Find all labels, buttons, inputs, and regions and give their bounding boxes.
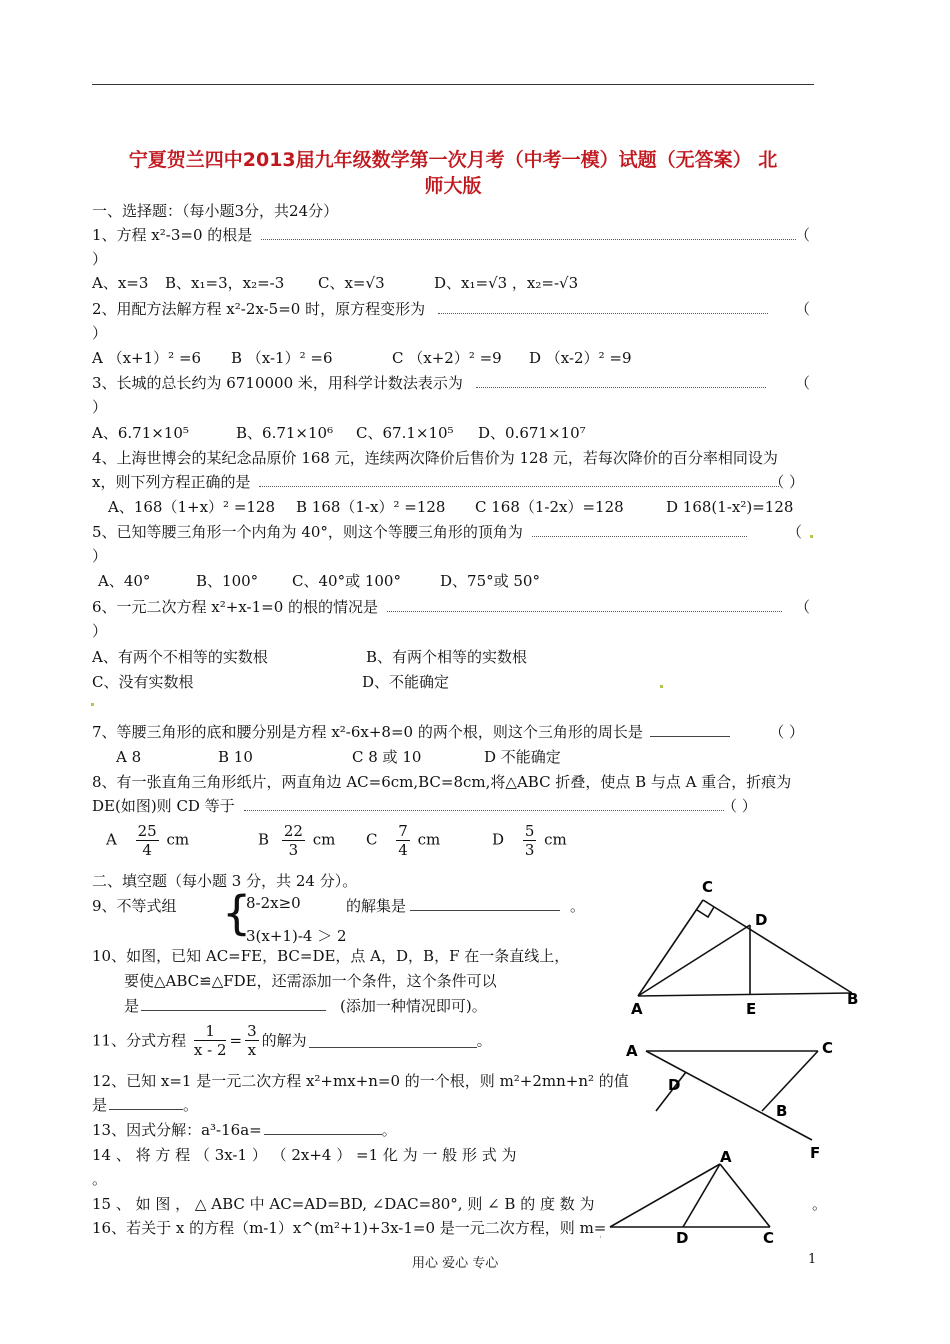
question-1 (92, 225, 810, 245)
q8-paren: （ ） (722, 797, 757, 815)
q8-d-fraction: $\frac{5}{3}$ (524, 822, 535, 859)
q15-end: 。 (812, 1195, 828, 1213)
q1-stem: 1、方程 x²-3=0 的根是 (92, 226, 253, 244)
q8-b-fraction: $\frac{22}{3}$ (283, 822, 303, 859)
question-8 (92, 796, 810, 816)
q9-stem: 9、不等式组 (92, 897, 177, 915)
q3-option-a[interactable]: A、6.71×10⁵ (92, 424, 189, 442)
section-choice-heading: 一、选择题：（每小题3分，共24分） (92, 202, 339, 220)
q10-answer-blank[interactable] (141, 996, 326, 1011)
q3-option-d[interactable]: D、0.671×10⁷ (478, 424, 586, 442)
question-11: 11、分式方程 $\frac{1}{x - 2}$ = $\frac{3}{x}$ 的解为 。 (92, 1022, 492, 1059)
q2-paren-close: ） (92, 324, 108, 342)
q6-answer-blank[interactable] (387, 597, 782, 612)
segment-ad (683, 1164, 720, 1227)
q2-option-b[interactable]: B （x-1）² =6 (231, 349, 333, 367)
fig2-label-d: D (668, 1076, 681, 1094)
segment-ac (638, 900, 703, 996)
q4-line1: 4、上海世博会的某纪念品原价 168 元，连续两次降价后售价为 128 元，若每次降价的百分率相同设为 (92, 449, 778, 467)
figure-q15-triangle (610, 1164, 770, 1227)
q4-line2: x，则下列方程正确的是 (92, 473, 251, 491)
q2-answer-blank[interactable] (438, 299, 768, 314)
page-title-line2: 师大版 (424, 175, 482, 197)
q6-option-b[interactable]: B、有两个相等的实数根 (366, 648, 528, 666)
q12-line2: 是 。 (92, 1096, 199, 1114)
segment-af (646, 1051, 812, 1140)
q8-answer-blank[interactable] (244, 796, 724, 811)
q9-brace: { (222, 886, 252, 940)
section-fill-heading: 二、填空题（每小题 3 分，共 24 分）。 (92, 872, 358, 890)
q3-option-c[interactable]: C、67.1×10⁵ (356, 424, 454, 442)
q6-paren-open: （ (794, 598, 810, 616)
question-4 (92, 472, 810, 492)
q6-paren-close: ） (92, 622, 108, 640)
fig3-label-d: D (676, 1229, 689, 1247)
q5-answer-blank[interactable] (532, 522, 747, 537)
q2-paren-open: （ (794, 300, 810, 318)
q16-stem: 16、若关于 x 的方程（m-1）x^(m²+1)+3x-1=0 是一元二次方程，则 m= (92, 1219, 607, 1237)
q2-option-c[interactable]: C （x+2）² =9 (392, 349, 502, 367)
q6-option-a[interactable]: A、有两个不相等的实数根 (92, 648, 268, 666)
q10-line1: 10、如图，已知 AC=FE，BC=DE，点 A，D，B，F 在一条直线上， (92, 947, 570, 965)
q7-stem: 7、等腰三角形的底和腰分别是方程 x²-6x+8=0 的两个根，则这个三角形的周长是 (92, 723, 643, 741)
q14-stem: 14 、 将 方 程 （ 3x-1 ） （ 2x+4 ） =1 化 为 一 般 形 式 为 (92, 1146, 517, 1164)
segment-ba (610, 1164, 720, 1227)
q10-line2: 要使△ABC≌△FDE，还需添加一个条件，这个条件可以 (124, 972, 497, 990)
q1-option-a[interactable]: A、x=3 (92, 274, 149, 292)
segment-cb (762, 1051, 818, 1111)
fig3-label-a: A (720, 1148, 732, 1166)
question-5 (92, 522, 810, 542)
segment-ac (720, 1164, 770, 1227)
segment-ab (638, 993, 852, 996)
fig1-label-c: C (702, 878, 714, 896)
q7-option-d[interactable]: D 不能确定 (484, 748, 561, 766)
q3-stem: 3、长城的总长约为 6710000 米，用科学计数法表示为 (92, 374, 463, 392)
q13-answer-blank[interactable] (264, 1120, 382, 1135)
fig1-label-b: B (847, 990, 859, 1008)
q8-option-a[interactable]: A $\frac{25}{4}$ cm (106, 822, 190, 859)
question-13: 13、因式分解：a³-16a= 。 (92, 1121, 397, 1139)
q7-option-b[interactable]: B 10 (218, 748, 253, 766)
segment-cb (703, 900, 852, 993)
q9-inequality-2: 3(x+1)-4 ＞ 2 (246, 927, 347, 945)
q5-stem: 5、已知等腰三角形一个内角为 40°，则这个等腰三角形的顶角为 (92, 523, 523, 541)
fig2-label-f: F (810, 1144, 821, 1162)
q11-fraction-right: $\frac{3}{x}$ (247, 1022, 257, 1059)
fig1-label-a: A (631, 1000, 643, 1018)
q8-a-fraction: $\frac{25}{4}$ (137, 822, 157, 859)
q3-paren-open: （ (794, 374, 810, 392)
scan-speck (810, 535, 813, 538)
question-2 (92, 299, 810, 319)
q1-paren-open: （ (794, 226, 810, 244)
figure-q8-fold (638, 900, 852, 996)
segment-ad (638, 925, 750, 996)
q3-paren-close: ） (92, 398, 108, 416)
q4-option-b[interactable]: B 168（1-x）² =128 (296, 498, 446, 516)
fig3-label-c: C (763, 1229, 775, 1247)
q1-option-b[interactable]: B、x₁=3，x₂=-3 (165, 274, 285, 292)
q3-option-b[interactable]: B、6.71×10⁶ (236, 424, 334, 442)
q5-option-a[interactable]: A、40° (98, 572, 151, 590)
q4-option-a[interactable]: A、168（1+x）² =128 (108, 498, 276, 516)
q11-answer-blank[interactable] (309, 1033, 477, 1048)
q5-paren-open: （ (786, 523, 802, 541)
q10-line3: 是 (添加一种情况即可)。 (124, 997, 487, 1015)
scan-speck (91, 703, 94, 706)
q5-paren-close: ） (92, 547, 108, 565)
q2-stem: 2、用配方法解方程 x²-2x-5=0 时，原方程变形为 (92, 300, 426, 318)
geometry-figures (600, 870, 880, 1270)
question-3 (92, 373, 810, 393)
q4-option-d[interactable]: D 168(1-x²)=128 (666, 498, 794, 516)
q6-option-d[interactable]: D、不能确定 (362, 673, 450, 691)
q9-answer-blank[interactable] (410, 896, 560, 911)
q12-answer-blank[interactable] (109, 1095, 183, 1110)
question-6 (92, 597, 810, 617)
fig1-label-d: D (755, 911, 768, 929)
q2-option-d[interactable]: D （x-2）² =9 (529, 349, 632, 367)
q1-answer-blank[interactable] (261, 225, 796, 240)
q8-line1: 8、有一张直角三角形纸片，两直角边 AC=6cm,BC=8cm,将△ABC 折叠，使点 B 与点 A 重合，折痕为 (92, 773, 792, 791)
q8-c-fraction: $\frac{7}{4}$ (398, 822, 408, 859)
q7-answer-blank[interactable] (650, 722, 730, 737)
q6-stem: 6、一元二次方程 x²+x-1=0 的根的情况是 (92, 598, 379, 616)
q8-option-c[interactable]: C $\frac{7}{4}$ cm (366, 822, 441, 859)
q5-option-c[interactable]: C、40°或 100° (292, 572, 401, 590)
footer-motto: 用心 爱心 专心 (412, 1256, 499, 1271)
q8-option-b[interactable]: B $\frac{22}{3}$ cm (258, 822, 336, 859)
q9-inequality-1: 8-2x≥0 (246, 894, 301, 912)
q4-option-c[interactable]: C 168（1-2x）=128 (475, 498, 624, 516)
q4-answer-blank[interactable] (259, 472, 779, 487)
fig1-label-e: E (746, 1000, 757, 1018)
fig2-label-b: B (776, 1102, 788, 1120)
q2-option-a[interactable]: A （x+1）² =6 (92, 349, 202, 367)
question-7 (92, 722, 810, 742)
q8-line2: DE(如图)则 CD 等于 (92, 797, 235, 815)
fig2-label-a: A (626, 1042, 638, 1060)
page-number: 1 (808, 1252, 817, 1267)
q5-option-b[interactable]: B、100° (196, 572, 259, 590)
q1-option-d[interactable]: D、x₁=√3 ，x₂=-√3 (434, 274, 579, 292)
q8-option-d[interactable]: D $\frac{5}{3}$ cm (492, 822, 567, 859)
fig2-label-c: C (822, 1039, 834, 1057)
page-title: 宁夏贺兰四中2013届九年级数学第一次月考（中考一模）试题（无答案） 北 (128, 149, 778, 171)
q1-paren-close: ） (92, 250, 108, 268)
right-angle-mark (697, 907, 714, 917)
q7-option-c[interactable]: C 8 或 10 (352, 748, 422, 766)
q7-option-a[interactable]: A 8 (116, 748, 142, 766)
scan-speck (660, 685, 663, 688)
figure-q10-congruent (646, 1051, 818, 1140)
q3-answer-blank[interactable] (476, 373, 766, 388)
fig3-label-b (600, 1226, 601, 1244)
q6-option-c[interactable]: C、没有实数根 (92, 673, 194, 691)
q14-end: 。 (92, 1170, 108, 1188)
q4-paren: （ ） (769, 473, 804, 491)
header-rule (92, 84, 814, 85)
q1-option-c[interactable]: C、x=√3 (318, 274, 385, 292)
q12-line1: 12、已知 x=1 是一元二次方程 x²+mx+n=0 的一个根，则 m²+2mn+n² 的值 (92, 1072, 629, 1090)
q9-tail: 的解集是 。 (346, 897, 586, 915)
q11-fraction-left: $\frac{1}{x - 2}$ (193, 1022, 227, 1059)
q7-paren: （ ） (769, 723, 804, 741)
q15-stem: 15 、 如 图 ， △ ABC 中 AC=AD=BD, ∠DAC=80°, 则 ∠ B 的 度 数 为 (92, 1195, 595, 1213)
q5-option-d[interactable]: D、75°或 50° (440, 572, 540, 590)
